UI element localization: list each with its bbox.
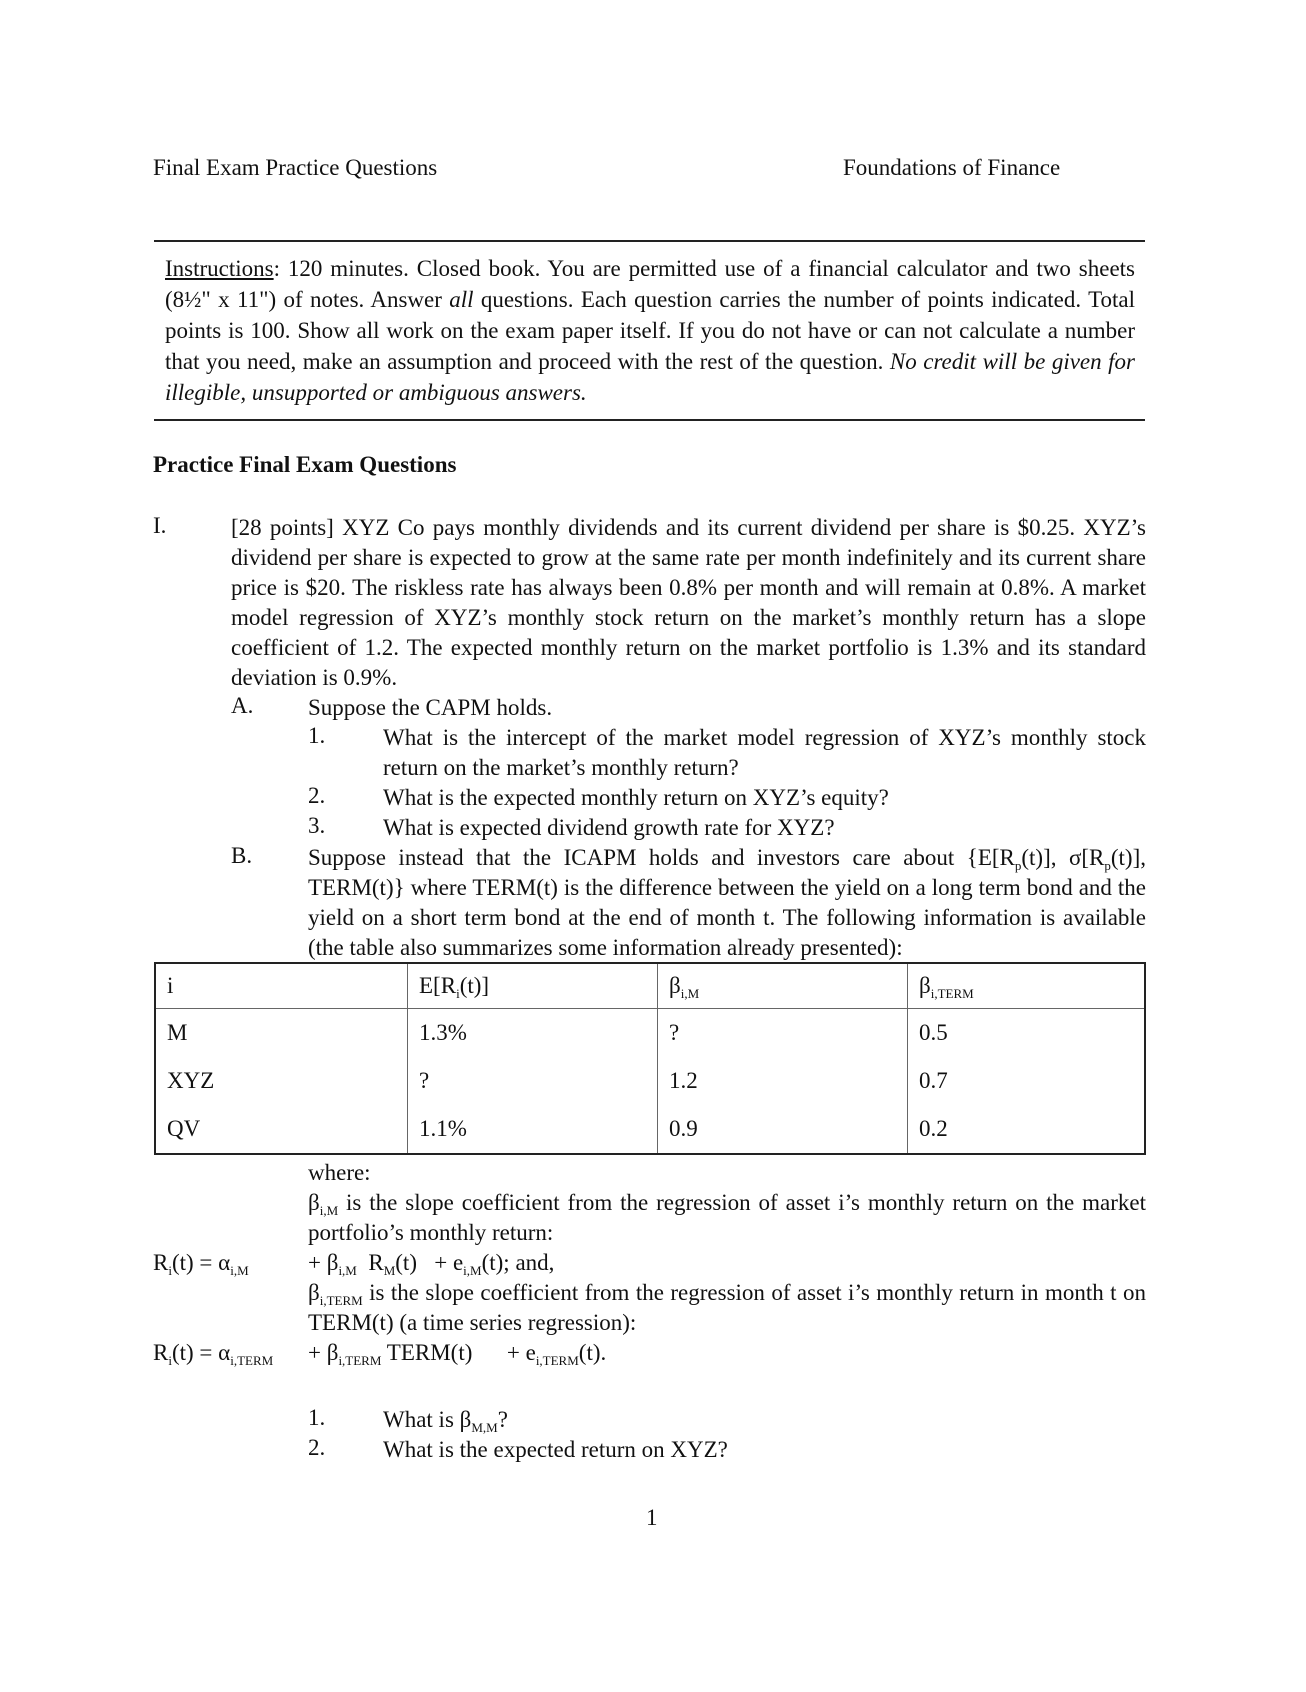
- part-b-sub-p: p: [1014, 858, 1022, 873]
- table-header-row: [155, 963, 1145, 1009]
- table-cell: 0.2: [908, 1105, 1146, 1154]
- instructions-no-credit-note: No credit will be given for illegible, unsupported or ambiguous answers.: [165, 349, 1135, 405]
- where-label: where:: [308, 1160, 371, 1185]
- table-cell: QV: [167, 1116, 201, 1141]
- part-b-text-2: (t)], σ[R: [1021, 845, 1105, 870]
- part-b-text-1: Suppose instead that the ICAPM holds and investors care about {E[R: [308, 845, 1015, 870]
- instructions-text-2: questions. Each question carries the number of points indicated. Total points is 100. Show all work on the exam paper itself. If you do not have or can not calculate a number that you need, make an assumption and proceed with the rest of the question.: [165, 287, 1135, 374]
- table-cell: 0.9: [658, 1105, 908, 1154]
- part-b-label: B.: [231, 843, 253, 868]
- table-cell: 1.1%: [408, 1105, 658, 1154]
- table-header-beta-term: $\beta_{i,TERM}$: [908, 963, 1146, 1009]
- beta-term-definition: $\beta_{i,TERM}$ is the slope coefficient from the regression of asset i’s monthly return in month t on TERM(t) (a time series regression):: [308, 1280, 1146, 1335]
- part-b-sub-p-2: p: [1104, 858, 1111, 873]
- part-a-item-2-num: 2.: [308, 783, 326, 808]
- part-a-text: Suppose the CAPM holds.: [308, 695, 553, 720]
- part-b-item-1: What is $\beta_{M,M}$?: [383, 1407, 508, 1435]
- table-cell: XYZ: [167, 1068, 215, 1093]
- table-row: [155, 1009, 1145, 1058]
- part-a-item-1: What is the intercept of the market model regression of XYZ’s monthly stock return on the market’s monthly return?: [383, 725, 1146, 780]
- table-cell: 1.3%: [408, 1009, 658, 1058]
- instructions-block: [165, 253, 1135, 408]
- table-cell: ?: [408, 1057, 658, 1105]
- instructions-top-rule: [154, 240, 1145, 242]
- table-row: [155, 1105, 1145, 1154]
- table-header-beta-market: $\beta_{i,M}$: [658, 963, 908, 1009]
- header-left-title: Final Exam Practice Questions: [153, 155, 438, 180]
- beta-market-definition: $\beta_{i,M}$ is the slope coefficient from the regression of asset i’s monthly return on the market portfolio’s monthly return:: [308, 1190, 1146, 1245]
- asset-table: [154, 962, 1146, 1155]
- part-b-text-3: (t)], TERM(t)} where TERM(t) is the difference between the yield on a long term bond and the yield on a short term bond at the end of month t. The following information is available (the table also summarizes some information already presented):: [308, 845, 1146, 960]
- instructions-text: : 120 minutes. Closed book. You are permitted use of a financial calculator and two sheets (8½" x 11") of notes. Answer: [165, 256, 1135, 312]
- instructions-bottom-rule: [154, 419, 1145, 421]
- part-a-item-1-num: 1.: [308, 723, 326, 748]
- table-cell: ?: [658, 1009, 908, 1058]
- table-cell: 0.7: [908, 1057, 1146, 1105]
- table-cell: 1.2: [658, 1057, 908, 1105]
- question-intro: [28 points] XYZ Co pays monthly dividends and its current dividend per share is $0.25. XYZ’s dividend per share is expected to grow at the same rate per month indefinitely and its current share price is $20. The riskless rate has always been 0.8% per month and will remain at 0.8%. A market model regression of XYZ’s monthly stock return on the market’s monthly return has a slope coefficient of 1.2. The expected monthly return on the market portfolio is 1.3% and its standard deviation is 0.9%.: [231, 515, 1146, 690]
- table-row: [155, 1057, 1145, 1105]
- instructions-label: Instructions: [165, 256, 274, 281]
- table-header-expected-return: $E[R_i(t)]$: [408, 963, 658, 1009]
- part-a-item-3: What is expected dividend growth rate for XYZ?: [383, 815, 835, 840]
- part-a-label: A.: [231, 693, 254, 718]
- term-equation-lhs: $R_i(t) = \alpha_{i,TERM}$: [153, 1340, 274, 1368]
- part-a-item-3-num: 3.: [308, 813, 326, 838]
- part-b-item-2-num: 2.: [308, 1435, 326, 1460]
- header-right-title: Foundations of Finance: [843, 155, 1061, 180]
- table-cell: 0.5: [908, 1009, 1146, 1058]
- question-number: I.: [153, 513, 167, 538]
- instructions-emphasis-all: all: [449, 287, 474, 312]
- section-title: Practice Final Exam Questions: [153, 452, 457, 477]
- page-number: 1: [646, 1505, 658, 1530]
- part-b-item-1-num: 1.: [308, 1405, 326, 1430]
- table-cell: M: [167, 1020, 188, 1045]
- part-b-item-2: What is the expected return on XYZ?: [383, 1437, 728, 1462]
- market-model-equation-lhs: $R_i(t) = \alpha_{i,M}$: [153, 1250, 249, 1278]
- table-header-i: i: [155, 963, 408, 1009]
- part-a-item-2: What is the expected monthly return on XYZ’s equity?: [383, 785, 889, 810]
- market-model-equation-rhs: + $\beta_{i,M}$ $R_M(t)$ + $e_{i,M}(t)$; and,: [308, 1250, 555, 1278]
- part-b-text: [308, 843, 1146, 963]
- term-equation-rhs: + $\beta_{i,TERM}$ TERM(t) + $e_{i,TERM}(t)$.: [308, 1340, 607, 1368]
